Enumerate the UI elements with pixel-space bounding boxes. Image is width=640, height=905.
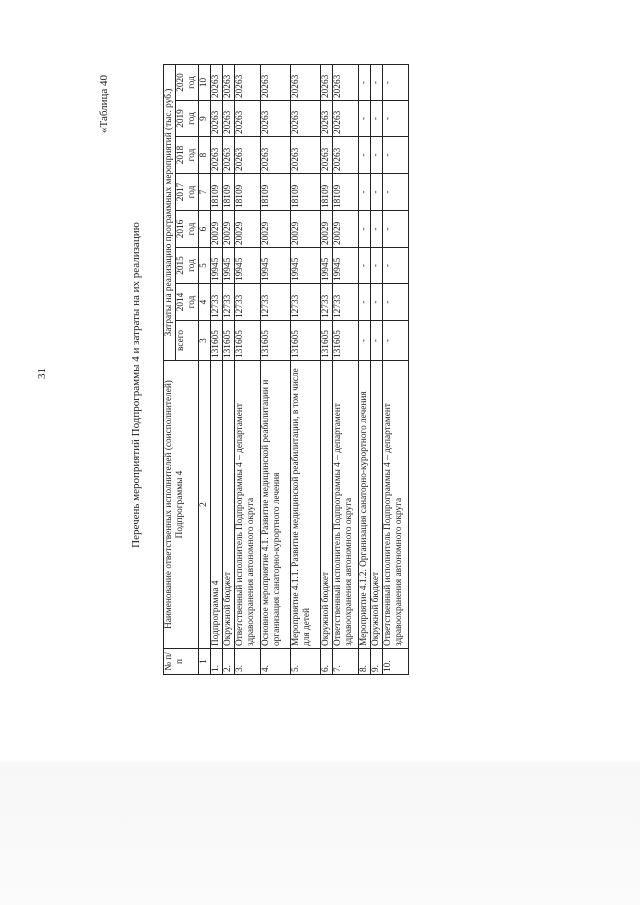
value-cell: 20263 bbox=[261, 137, 291, 174]
header-name-line2: Подпрограммы 4 bbox=[175, 470, 185, 539]
value-cell: - bbox=[371, 321, 383, 361]
header-year: 2015 год bbox=[176, 248, 199, 284]
value-cell: 20263 bbox=[235, 137, 261, 174]
value-cell: - bbox=[383, 137, 409, 174]
index-cell: 7 bbox=[199, 174, 211, 211]
value-cell: 12733 bbox=[235, 284, 261, 321]
index-cell: 4 bbox=[199, 284, 211, 321]
value-cell: 18109 bbox=[321, 174, 333, 211]
value-cell: 18109 bbox=[235, 174, 261, 211]
table-row bbox=[321, 65, 333, 675]
value-cell: 20029 bbox=[235, 211, 261, 248]
header-year: 2014 год bbox=[176, 284, 199, 321]
table-row bbox=[291, 65, 321, 675]
value-cell: - bbox=[359, 248, 371, 284]
value-cell: 19945 bbox=[223, 248, 235, 284]
row-number: 9. bbox=[371, 649, 383, 675]
value-cell: 18109 bbox=[261, 174, 291, 211]
value-cell: 20263 bbox=[235, 65, 261, 101]
value-cell: - bbox=[371, 211, 383, 248]
row-name: Мероприятие 4.1.2. Организация санаторно-курортного лечения bbox=[359, 361, 371, 649]
value-cell: 19945 bbox=[211, 248, 223, 284]
value-cell: 18109 bbox=[211, 174, 223, 211]
header-name-line1: Наименование ответственных исполнителей (соисполнителей) bbox=[164, 380, 174, 629]
index-cell: 3 bbox=[199, 321, 211, 361]
value-cell: - bbox=[371, 284, 383, 321]
header-name bbox=[164, 361, 199, 649]
value-cell: - bbox=[383, 174, 409, 211]
table-row bbox=[235, 65, 261, 675]
value-cell: - bbox=[359, 101, 371, 137]
value-cell: 131605 bbox=[261, 321, 291, 361]
table-row bbox=[333, 65, 359, 675]
row-name: Ответственный исполнитель Подпрограммы 4 – департамент здравоохранения автономного округа bbox=[383, 361, 409, 649]
index-cell: 2 bbox=[199, 361, 211, 649]
header-costs: Затраты на реализацию программных мероприятий (тыс. руб.) bbox=[164, 65, 176, 361]
header-year: 2016 год bbox=[176, 211, 199, 248]
value-cell: 19945 bbox=[235, 248, 261, 284]
value-cell: 20263 bbox=[333, 137, 359, 174]
header-year: 2020 год bbox=[176, 65, 199, 101]
value-cell: - bbox=[371, 174, 383, 211]
index-cell: 8 bbox=[199, 137, 211, 174]
row-name: Окружной бюджет bbox=[223, 361, 235, 649]
value-cell: 131605 bbox=[211, 321, 223, 361]
row-number: 4. bbox=[261, 649, 291, 675]
table-body bbox=[211, 65, 409, 675]
value-cell: 20263 bbox=[261, 101, 291, 137]
value-cell: - bbox=[359, 284, 371, 321]
value-cell: 20263 bbox=[211, 101, 223, 137]
value-cell: 20029 bbox=[333, 211, 359, 248]
table-label: «Таблица 40 bbox=[98, 74, 110, 133]
value-cell: 12733 bbox=[223, 284, 235, 321]
row-name: Мероприятие 4.1.1. Развитие медицинской реабилитации, в том числе для детей bbox=[291, 361, 321, 649]
value-cell: 20263 bbox=[291, 101, 321, 137]
value-cell: 20263 bbox=[211, 137, 223, 174]
value-cell: - bbox=[371, 65, 383, 101]
table-row bbox=[261, 65, 291, 675]
table-row bbox=[211, 65, 223, 675]
page-number: 31 bbox=[36, 368, 48, 379]
value-cell: 20263 bbox=[235, 101, 261, 137]
value-cell: 20029 bbox=[223, 211, 235, 248]
value-cell: 131605 bbox=[235, 321, 261, 361]
value-cell: 19945 bbox=[333, 248, 359, 284]
table-title: Перечень мероприятий Подпрограммы 4 и затраты на их реализацию bbox=[130, 222, 142, 548]
value-cell: - bbox=[371, 248, 383, 284]
value-cell: 20029 bbox=[291, 211, 321, 248]
row-name: Основное мероприятие 4.1. Развитие медицинской реабилитации и организация санаторно-курортного лечения bbox=[261, 361, 291, 649]
value-cell: 20263 bbox=[261, 65, 291, 101]
value-cell: 20263 bbox=[223, 101, 235, 137]
value-cell: - bbox=[359, 65, 371, 101]
index-cell: 10 bbox=[199, 65, 211, 101]
row-name: Ответственный исполнитель Подпрограммы 4 – департамент здравоохранения автономного округа bbox=[235, 361, 261, 649]
value-cell: 12733 bbox=[321, 284, 333, 321]
value-cell: 20263 bbox=[321, 65, 333, 101]
value-cell: - bbox=[359, 211, 371, 248]
row-number: 8. bbox=[359, 649, 371, 675]
value-cell: - bbox=[383, 284, 409, 321]
table-row bbox=[371, 65, 383, 675]
value-cell: 20263 bbox=[291, 137, 321, 174]
value-cell: 18109 bbox=[333, 174, 359, 211]
value-cell: 20263 bbox=[333, 65, 359, 101]
value-cell: - bbox=[371, 101, 383, 137]
row-number: 5. bbox=[291, 649, 321, 675]
table-row bbox=[383, 65, 409, 675]
row-number: 7. bbox=[333, 649, 359, 675]
value-cell: 12733 bbox=[333, 284, 359, 321]
row-number: 1. bbox=[211, 649, 223, 675]
index-cell: 1 bbox=[199, 649, 211, 675]
value-cell: 19945 bbox=[291, 248, 321, 284]
index-cell: 9 bbox=[199, 101, 211, 137]
index-cell: 5 bbox=[199, 248, 211, 284]
value-cell: 20029 bbox=[211, 211, 223, 248]
value-cell: 19945 bbox=[321, 248, 333, 284]
row-number: 3. bbox=[235, 649, 261, 675]
value-cell: 19945 bbox=[261, 248, 291, 284]
value-cell: 20263 bbox=[333, 101, 359, 137]
row-number: 10. bbox=[383, 649, 409, 675]
value-cell: - bbox=[371, 137, 383, 174]
value-cell: 20263 bbox=[291, 65, 321, 101]
value-cell: - bbox=[359, 137, 371, 174]
value-cell: 131605 bbox=[223, 321, 235, 361]
value-cell: 131605 bbox=[291, 321, 321, 361]
value-cell: 131605 bbox=[321, 321, 333, 361]
value-cell: 12733 bbox=[261, 284, 291, 321]
value-cell: - bbox=[383, 65, 409, 101]
row-number: 2. bbox=[223, 649, 235, 675]
measures-table bbox=[163, 64, 409, 675]
value-cell: - bbox=[383, 321, 409, 361]
value-cell: 12733 bbox=[211, 284, 223, 321]
table-row bbox=[359, 65, 371, 675]
row-name: Подпрограмма 4 bbox=[211, 361, 223, 649]
header-no: № п/п bbox=[164, 649, 199, 675]
header-year: 2019 год bbox=[176, 101, 199, 137]
value-cell: 20263 bbox=[211, 65, 223, 101]
row-number: 6. bbox=[321, 649, 333, 675]
row-name: Окружной бюджет bbox=[321, 361, 333, 649]
table-row bbox=[223, 65, 235, 675]
header-year: 2017 год bbox=[176, 174, 199, 211]
value-cell: 20263 bbox=[223, 65, 235, 101]
value-cell: 20263 bbox=[223, 137, 235, 174]
row-name: Ответственный исполнитель Подпрограммы 4 – департамент здравоохранения автономного округа bbox=[333, 361, 359, 649]
value-cell: 20263 bbox=[321, 137, 333, 174]
value-cell: 18109 bbox=[291, 174, 321, 211]
value-cell: - bbox=[359, 321, 371, 361]
value-cell: 12733 bbox=[291, 284, 321, 321]
value-cell: - bbox=[383, 211, 409, 248]
value-cell: 18109 bbox=[223, 174, 235, 211]
value-cell: - bbox=[383, 101, 409, 137]
value-cell: 131605 bbox=[333, 321, 359, 361]
value-cell: - bbox=[359, 174, 371, 211]
header-total: всего bbox=[176, 321, 199, 361]
index-cell: 6 bbox=[199, 211, 211, 248]
value-cell: 20029 bbox=[321, 211, 333, 248]
value-cell: 20029 bbox=[261, 211, 291, 248]
header-year: 2018 год bbox=[176, 137, 199, 174]
value-cell: 20263 bbox=[321, 101, 333, 137]
value-cell: - bbox=[383, 248, 409, 284]
row-name: Окружной бюджет bbox=[371, 361, 383, 649]
